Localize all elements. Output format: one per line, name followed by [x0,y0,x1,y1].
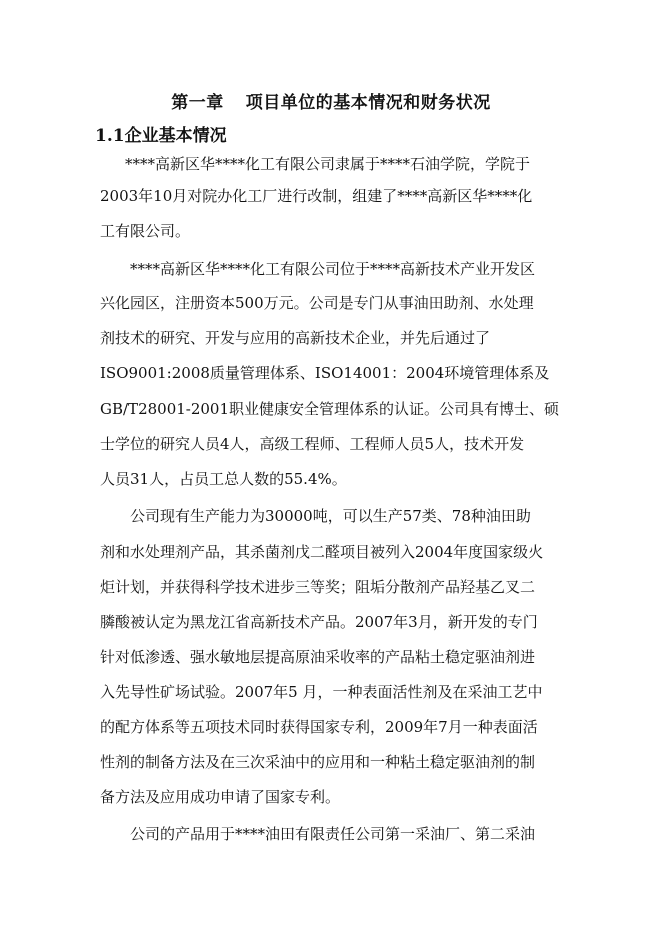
paragraph-line: 公司的产品用于****油田有限责任公司第一采油厂、第二采油 [130,825,536,843]
paragraph-line: 人员31人，占员工总人数的55.4%。 [100,470,347,488]
paragraph-line: 备方法及应用成功申请了国家专利。 [100,788,341,806]
chapter-heading-text: 项目单位的基本情况和财务状况 [245,93,491,113]
paragraph-line: 剂技术的研究、开发与应用的高新技术企业，并先后通过了 [100,329,491,347]
paragraph-line: 士学位的研究人员4人，高级工程师、工程师人员5人，技术开发 [100,435,525,453]
chapter-title [0,88,662,113]
paragraph-line: 性剂的制备方法及在三次采油中的应用和一种粘土稳定驱油剂的制 [100,753,536,771]
paragraph-line: GB/T28001-2001职业健康安全管理体系的认证。公司具有博士、硕 [100,400,560,418]
paragraph-line: ****高新区华****化工有限公司隶属于****石油学院，学院于 [125,155,531,173]
paragraph-line: ****高新区华****化工有限公司位于****高新技术产业开发区 [130,260,536,278]
paragraph-line: 剂和水处理剂产品，其杀菌剂戊二醛项目被列入2004年度国家级火 [100,543,544,561]
paragraph-line: 的配方体系等五项技术同时获得国家专利，2009年7月一种表面活 [100,718,538,736]
paragraph-line: 炬计划，并获得科学技术进步三等奖；阻垢分散剂产品羟基乙叉二 [100,578,536,596]
paragraph-line: 2003年10月对院办化工厂进行改制，组建了****高新区华****化 [100,187,533,205]
paragraph-line: 入先导性矿场试验。2007年5 月，一种表面活性剂及在采油工艺中 [100,683,543,701]
paragraph-line: 工有限公司。 [100,222,191,240]
paragraph-line: ISO9001:2008质量管理体系、ISO14001：2004环境管理体系及 [100,364,550,382]
paragraph-line: 兴化园区，注册资本500万元。公司是专门从事油田助剂、水处理 [100,294,534,312]
paragraph-line: 针对低渗透、强水敏地层提高原油采收率的产品粘土稳定驱油剂进 [100,648,536,666]
paragraph-line: 公司现有生产能力为30000吨，可以生产57类、78种油田助 [130,507,531,525]
section-title: 1.1企业基本情况 [95,126,227,146]
chapter-label: 第一章 [171,93,224,113]
paragraph-line: 膦酸被认定为黑龙江省高新技术产品。2007年3月，新开发的专门 [100,613,538,631]
